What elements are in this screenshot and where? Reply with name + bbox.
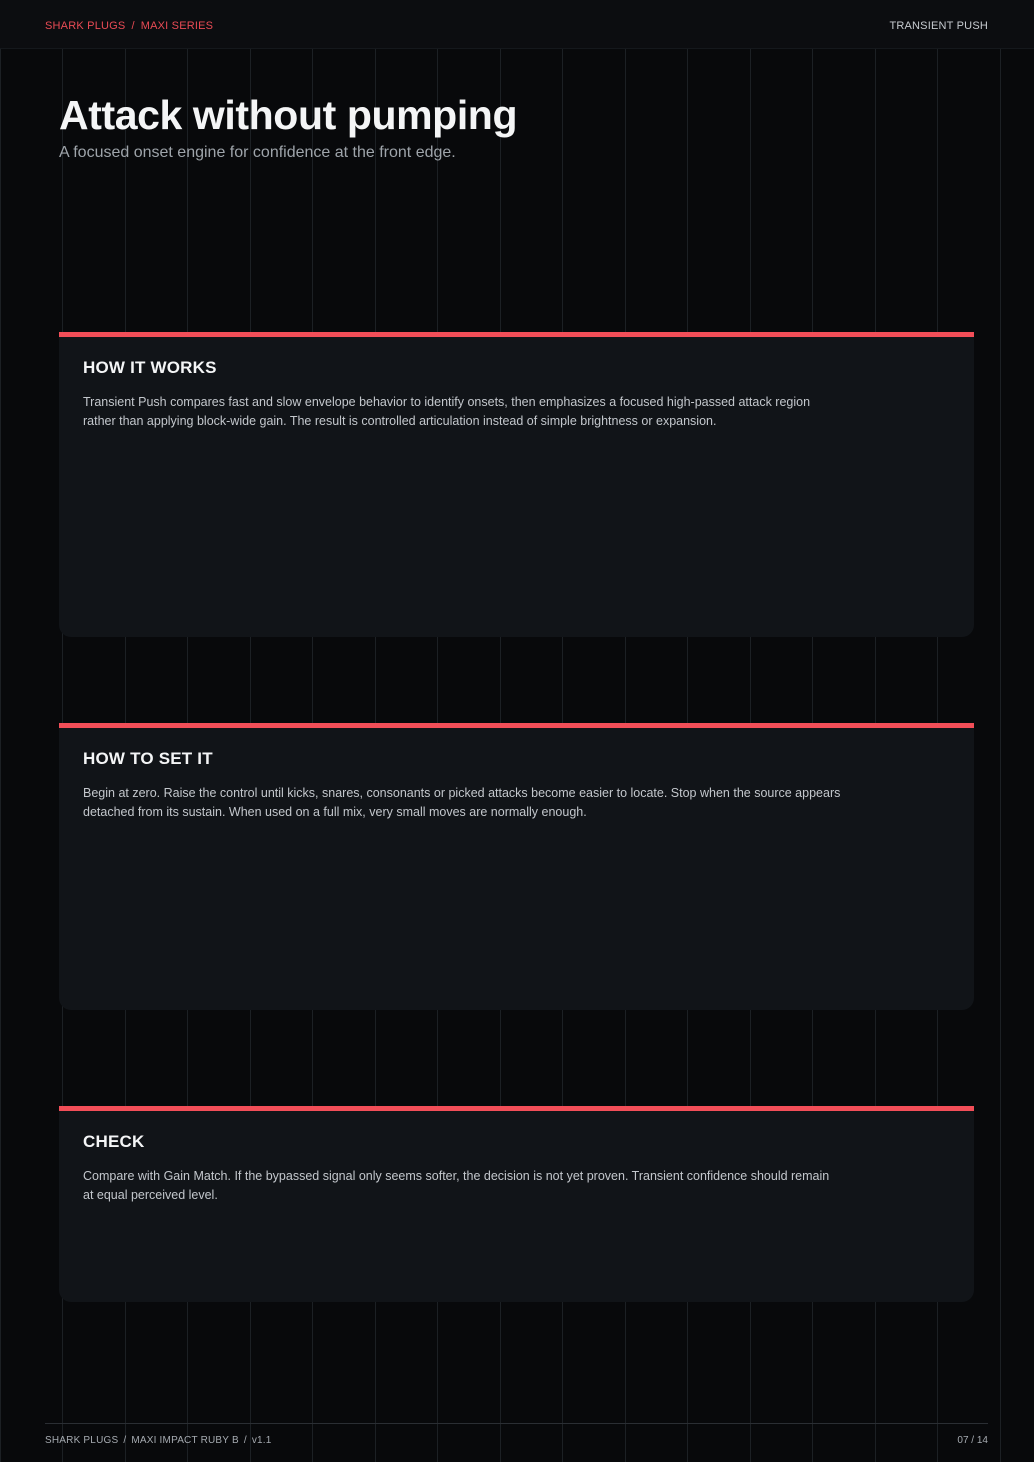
footer xyxy=(45,1423,988,1446)
product-name: TRANSIENT PUSH xyxy=(889,20,988,32)
footer-brand: SHARK PLUGS xyxy=(45,1435,119,1446)
breadcrumb-separator: / xyxy=(131,20,135,32)
page-subtitle: A focused onset engine for confidence at the front edge. xyxy=(59,144,456,161)
section-check xyxy=(59,1106,974,1302)
section-body: Transient Push compares fast and slow envelope behavior to identify onsets, then emphasizes a focused high-passed attack region rather than applying block-wide gain. The result is controlled articulation instead of simple brightness or expansion. xyxy=(83,395,811,428)
footer-version: v1.1 xyxy=(251,1435,272,1446)
page-number: 07 / 14 xyxy=(957,1435,988,1446)
footer-product: MAXI IMPACT RUBY B xyxy=(131,1435,239,1446)
section-body: Compare with Gain Match. If the bypassed signal only seems softer, the decision is not yet proven. Transient confidence should remain at equal perceived level. xyxy=(83,1169,830,1202)
section-body: Begin at zero. Raise the control until kicks, snares, consonants or picked attacks become easier to locate. Stop when the source appears detached from its sustain. When used on a full mix, very small moves are normally enough. xyxy=(83,786,841,819)
section-heading: HOW IT WORKS xyxy=(83,358,217,377)
breadcrumb xyxy=(45,20,213,32)
breadcrumb-series[interactable]: MAXI SERIES xyxy=(140,20,214,32)
section-heading: CHECK xyxy=(83,1132,145,1151)
breadcrumb-brand[interactable]: SHARK PLUGS xyxy=(45,20,126,32)
top-bar xyxy=(0,0,1034,49)
page-title: Attack without pumping xyxy=(59,92,518,138)
footer-separator: / xyxy=(243,1435,247,1446)
section-heading: HOW TO SET IT xyxy=(83,749,213,768)
footer-separator: / xyxy=(123,1435,127,1446)
hero xyxy=(59,90,517,162)
section-how-to-set-it xyxy=(59,723,974,1010)
section-how-it-works xyxy=(59,332,974,637)
footer-meta xyxy=(45,1435,272,1446)
